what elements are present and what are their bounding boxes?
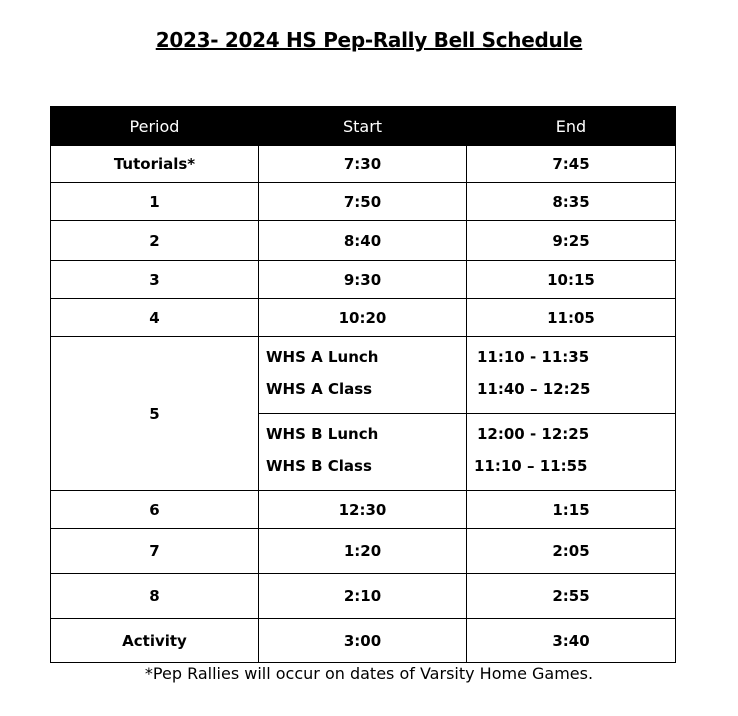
table-row (51, 491, 676, 529)
start-cell: 1:20 (259, 529, 467, 574)
table-row-period-5-group-a (51, 337, 676, 414)
end-cell: 3:40 (467, 619, 676, 663)
start-cell: 10:20 (259, 299, 467, 337)
group-b-labels (259, 414, 467, 491)
period-cell: 2 (51, 221, 259, 261)
end-cell: 9:25 (467, 221, 676, 261)
period-cell: 8 (51, 574, 259, 619)
table-row (51, 619, 676, 663)
group-b-times (467, 414, 676, 491)
table-row (51, 574, 676, 619)
period-cell: 1 (51, 183, 259, 221)
start-cell: 8:40 (259, 221, 467, 261)
group-a-class-label: WHS A Class (266, 380, 373, 398)
table-row (51, 529, 676, 574)
period-cell: 5 (51, 337, 259, 491)
end-cell: 10:15 (467, 261, 676, 299)
end-cell: 2:55 (467, 574, 676, 619)
bell-schedule-table (50, 106, 676, 663)
header-start: Start (259, 107, 467, 146)
start-cell: 9:30 (259, 261, 467, 299)
group-b-class-time: 11:10 – 11:55 (474, 457, 588, 475)
table-row (51, 146, 676, 183)
group-b-class-label: WHS B Class (266, 457, 372, 475)
table-row (51, 221, 676, 261)
group-a-lunch-time: 11:10 - 11:35 (477, 348, 590, 366)
period-cell: Activity (51, 619, 259, 663)
end-cell: 7:45 (467, 146, 676, 183)
end-cell: 11:05 (467, 299, 676, 337)
start-cell: 2:10 (259, 574, 467, 619)
table-row (51, 261, 676, 299)
end-cell: 8:35 (467, 183, 676, 221)
group-a-labels (259, 337, 467, 414)
table-row (51, 299, 676, 337)
footnote: *Pep Rallies will occur on dates of Varsity Home Games. (144, 664, 594, 683)
start-cell: 7:30 (259, 146, 467, 183)
start-cell: 3:00 (259, 619, 467, 663)
start-cell: 12:30 (259, 491, 467, 529)
group-b-lunch-label: WHS B Lunch (266, 425, 379, 443)
header-period: Period (51, 107, 259, 146)
group-a-lunch-label: WHS A Lunch (266, 348, 379, 366)
page-title: 2023- 2024 HS Pep-Rally Bell Schedule (155, 28, 583, 52)
start-cell: 7:50 (259, 183, 467, 221)
period-cell: 6 (51, 491, 259, 529)
end-cell: 2:05 (467, 529, 676, 574)
group-a-class-time: 11:40 – 12:25 (477, 380, 591, 398)
period-cell: Tutorials* (51, 146, 259, 183)
table-header-row (51, 107, 676, 146)
period-cell: 4 (51, 299, 259, 337)
end-cell: 1:15 (467, 491, 676, 529)
period-cell: 3 (51, 261, 259, 299)
group-b-lunch-time: 12:00 - 12:25 (477, 425, 590, 443)
group-a-times (467, 337, 676, 414)
header-end: End (467, 107, 676, 146)
table-row (51, 183, 676, 221)
period-cell: 7 (51, 529, 259, 574)
